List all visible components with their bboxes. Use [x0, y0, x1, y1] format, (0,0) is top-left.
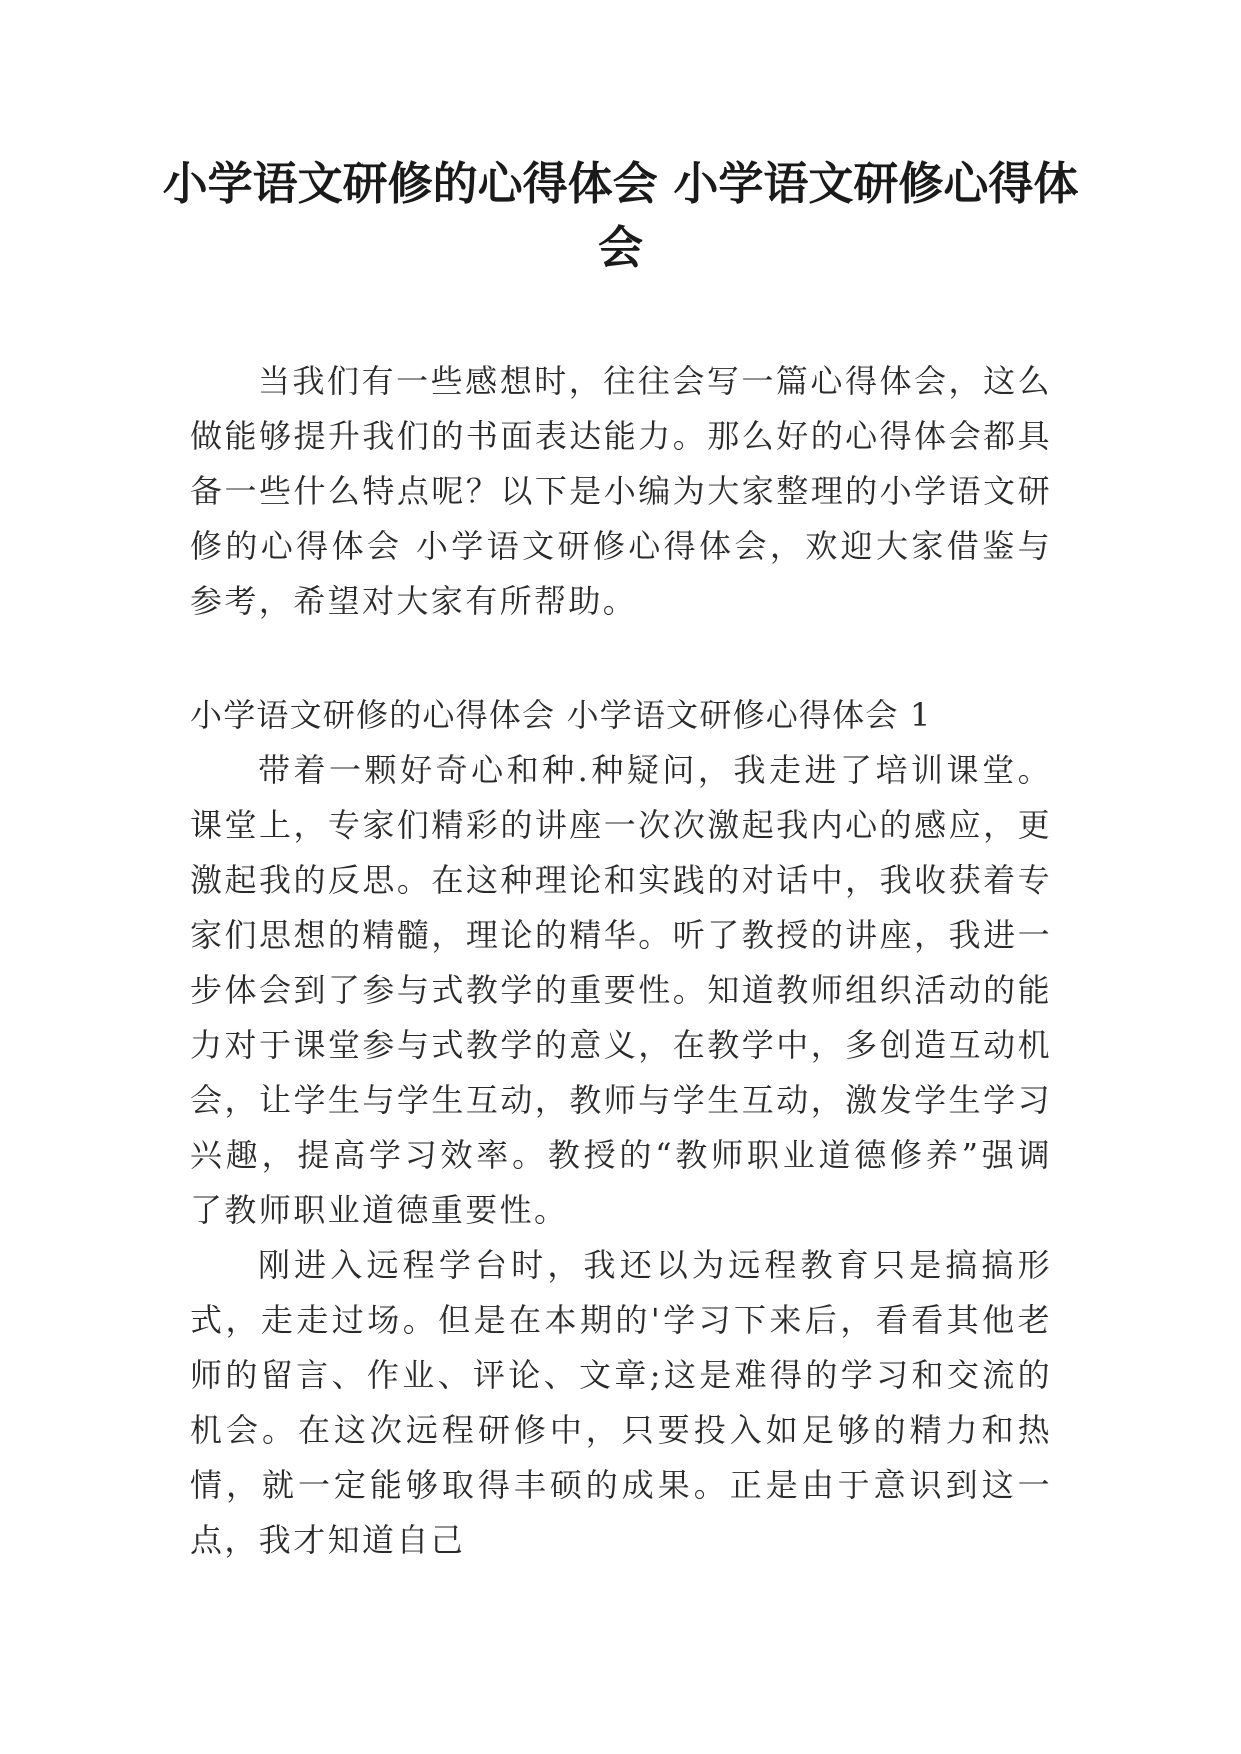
- document-title: 小学语文研修的心得体会 小学语文研修心得体会: [162, 157, 1079, 274]
- intro-paragraph: 当我们有一些感想时，往往会写一篇心得体会，这么做能够提升我们的书面表达能力。那么好的心得体会都具备一些什么特点呢？以下是小编为大家整理的小学语文研修的心得体会 小学语文研修心得体会，欢迎大家借鉴与参考，希望对大家有所帮助。: [190, 362, 1052, 620]
- section-heading: 小学语文研修的心得体会 小学语文研修心得体会 1: [190, 696, 932, 734]
- body-paragraph: 带着一颗好奇心和种.种疑问，我走进了培训课堂。课堂上，专家们精彩的讲座一次次激起我内心的感应，更激起我的反思。在这种理论和实践的对话中，我收获着专家们思想的精髓，理论的精华。听了教授的讲座，我进一步体会到了参与式教学的重要性。知道教师组织活动的能力对于课堂参与式教学的意义，在教学中，多创造互动机会，让学生与学生互动，教师与学生互动，激发学生学习兴趣，提高学习效率。教授的“教师职业道德修养”强调了教师职业道德重要性。: [190, 751, 1052, 1229]
- body-paragraph: 刚进入远程学台时，我还以为远程教育只是搞搞形式，走走过场。但是在本期的'学习下来后，看看其他老师的留言、作业、评论、文章;这是难得的学习和交流的机会。在这次远程研修中，只要投入如足够的精力和热情，就一定能够取得丰硕的成果。正是由于意识到这一点，我才知道自己: [190, 1246, 1052, 1559]
- document-body: [190, 354, 1052, 1568]
